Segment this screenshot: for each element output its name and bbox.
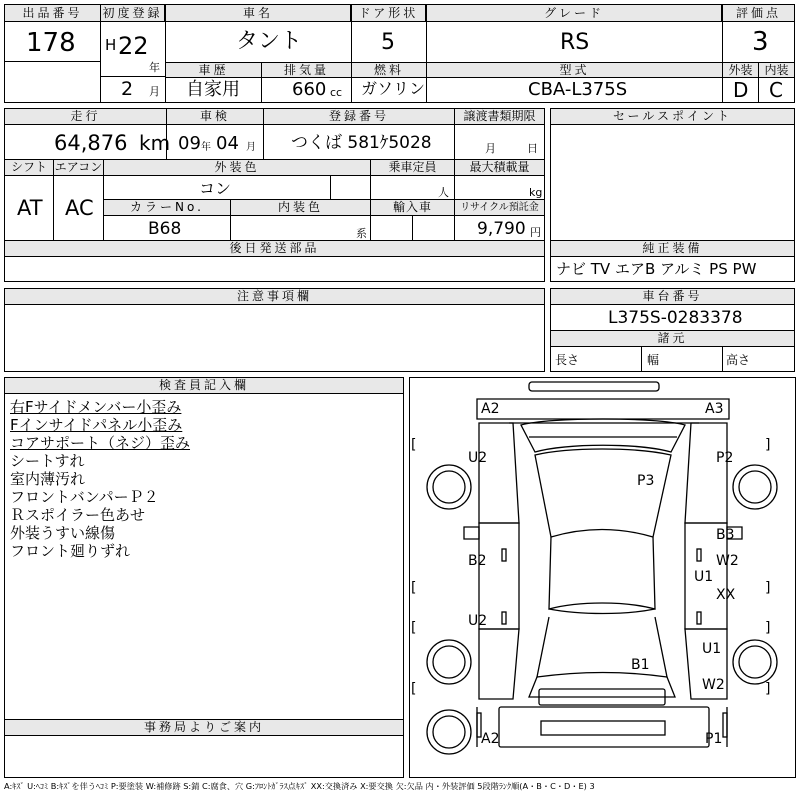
displacement: 660 bbox=[292, 79, 327, 100]
body-color: コン bbox=[199, 179, 232, 198]
interior-grade-header: 内装 bbox=[758, 62, 795, 78]
grade: RS bbox=[560, 30, 590, 55]
car-damage-diagram bbox=[409, 377, 796, 778]
car-name-header: 車名 bbox=[165, 4, 351, 22]
left-bracket-4: [ bbox=[411, 681, 417, 697]
color-number: B68 bbox=[148, 219, 182, 239]
notes-header: 注意事項欄 bbox=[4, 288, 545, 305]
mileage: 64,876 bbox=[54, 131, 128, 155]
transfer-day: 日 bbox=[527, 142, 538, 155]
displacement-header: 排気量 bbox=[261, 62, 352, 78]
fuel: ガソリン bbox=[361, 79, 426, 98]
door-count: 5 bbox=[381, 30, 395, 55]
era-mark: H bbox=[105, 36, 117, 54]
first-registration-header: 初度登録 bbox=[100, 4, 165, 22]
later-parts-header: 後日発送部品 bbox=[4, 240, 545, 257]
first-reg-year: 22 bbox=[118, 32, 149, 60]
damage-mark-roof: P3 bbox=[637, 473, 655, 489]
interior-color-unit: 系 bbox=[356, 227, 367, 240]
damage-mark-right-front-door: B3 bbox=[716, 527, 735, 543]
shift: AT bbox=[17, 196, 43, 220]
inspection-year-suffix: 年 bbox=[201, 142, 211, 153]
plate: つくば 581ｹ5028 bbox=[291, 133, 432, 153]
left-bracket-3: [ bbox=[411, 620, 417, 636]
inspector-note-5: 室内薄汚れ bbox=[10, 470, 86, 488]
car-name: タント bbox=[236, 29, 303, 54]
width-label: 幅 bbox=[647, 353, 660, 367]
month-suffix: 月 bbox=[149, 85, 160, 98]
history: 自家用 bbox=[186, 79, 240, 100]
equipment-header: 純正装備 bbox=[550, 240, 795, 257]
transfer-header: 譲渡書類期限 bbox=[454, 108, 545, 125]
office-header: 事務局よりご案内 bbox=[4, 719, 404, 736]
left-bracket-2: [ bbox=[411, 580, 417, 596]
damage-mark-rear-body: B1 bbox=[631, 657, 650, 673]
capacity-unit: 人 bbox=[438, 186, 449, 199]
damage-mark-right-rear-door: XX bbox=[716, 587, 736, 603]
inspection-month-suffix: 月 bbox=[246, 142, 256, 153]
transfer-month: 月 bbox=[485, 142, 496, 155]
right-bracket-2: ] bbox=[765, 580, 771, 596]
color-header: 外装色 bbox=[103, 159, 371, 176]
interior-color-header: 内装色 bbox=[230, 199, 371, 216]
inspector-note-9: フロント廻りずれ bbox=[10, 542, 131, 560]
recycle-fee: 9,790 bbox=[477, 219, 526, 239]
inspector-note-2: Fインサイドパネル小歪み bbox=[10, 416, 183, 434]
grade-header: グレード bbox=[426, 4, 722, 22]
inspector-header: 検査員記入欄 bbox=[4, 377, 404, 394]
damage-mark-rear-left: A2 bbox=[481, 731, 500, 747]
height-label: 高さ bbox=[726, 353, 751, 367]
damage-mark-front-right: A3 bbox=[705, 401, 724, 417]
yen-unit: 円 bbox=[530, 226, 541, 239]
inspection-year: 09 bbox=[178, 133, 201, 154]
legend: A:ｷｽﾞ U:ﾍｺﾐ B:ｷｽﾞを伴うﾍｺﾐ P:要塗装 W:補修跡 S:錆 C:腐食、穴 G:ﾌﾛﾝﾄｶﾞﾗｽ点ｷｽﾞ XX:交換済み X:要交換 欠:欠品 内・外装評価 5段階ﾗﾝｸ順(A・B・C・D・E) 3 bbox=[4, 781, 595, 791]
load-header: 最大積載量 bbox=[454, 159, 545, 176]
damage-mark-left-rear-door: U2 bbox=[468, 613, 488, 629]
damage-mark-right-pillar: U1 bbox=[694, 569, 714, 585]
inspector-note-6: フロントバンパーＰ２ bbox=[10, 488, 159, 506]
inspector-note-8: 外装うすい線傷 bbox=[10, 524, 116, 542]
damage-mark-right-rear-fender: U1 bbox=[702, 641, 722, 657]
cc-unit: cc bbox=[330, 86, 343, 99]
inspector-note-3: コアサポート（ネジ）歪み bbox=[10, 434, 191, 452]
damage-mark-left-front-fender: U2 bbox=[468, 450, 488, 466]
capacity-header: 乗車定員 bbox=[370, 159, 455, 176]
mileage-unit: km bbox=[139, 131, 171, 155]
dimensions-header: 諸元 bbox=[550, 330, 795, 347]
interior-grade: C bbox=[769, 78, 783, 102]
recycle-header: リサイクル預託金 bbox=[454, 199, 545, 216]
inspection-header: 車検 bbox=[166, 108, 264, 125]
inspector-note-7: Ｒスポイラー色あせ bbox=[10, 506, 146, 524]
damage-mark-rear-right: P1 bbox=[705, 731, 723, 747]
exterior-grade-header: 外装 bbox=[722, 62, 759, 78]
score-header: 評価点 bbox=[722, 4, 795, 22]
score: 3 bbox=[752, 27, 769, 57]
load-unit: kg bbox=[529, 186, 543, 199]
chassis-header: 車台番号 bbox=[550, 288, 795, 305]
lot-number-header: 出品番号 bbox=[4, 4, 101, 22]
inspection-month: 04 bbox=[216, 133, 239, 154]
sales-points-header: セールスポイント bbox=[550, 108, 795, 125]
color-no-header: カラーNo. bbox=[103, 199, 231, 216]
import-header: 輸入車 bbox=[370, 199, 455, 216]
mileage-header: 走行 bbox=[4, 108, 167, 125]
equipment: ナビ TV エアB アルミ PS PW bbox=[556, 260, 757, 278]
right-bracket-3: ] bbox=[765, 620, 771, 636]
model: CBA-L375S bbox=[528, 79, 628, 100]
length-label: 長さ bbox=[555, 353, 580, 367]
year-suffix: 年 bbox=[149, 61, 160, 74]
damage-mark-right-front-fender: P2 bbox=[716, 450, 734, 466]
lot-number: 178 bbox=[26, 28, 76, 58]
shift-header: シフト bbox=[4, 159, 54, 176]
chassis-number: L375S-0283378 bbox=[608, 308, 743, 328]
right-bracket-4: ] bbox=[765, 681, 771, 697]
right-bracket-1: ] bbox=[765, 437, 771, 453]
damage-mark-front-left: A2 bbox=[481, 401, 500, 417]
ac-header: エアコン bbox=[54, 160, 103, 174]
inspector-note-1: 右Fサイドメンバー小歪み bbox=[10, 398, 182, 416]
model-header: 型式 bbox=[426, 62, 723, 78]
plate-header: 登録番号 bbox=[263, 108, 455, 125]
door-shape-header: ドア形状 bbox=[351, 4, 426, 22]
damage-mark-right-door-repair: W2 bbox=[716, 553, 739, 569]
fuel-header: 燃料 bbox=[351, 62, 427, 78]
air-conditioner: AC bbox=[65, 196, 94, 220]
inspector-note-4: シートすれ bbox=[10, 452, 85, 470]
history-header: 車歴 bbox=[165, 62, 262, 78]
damage-mark-left-front-door: B2 bbox=[468, 553, 487, 569]
exterior-grade: D bbox=[733, 78, 749, 102]
left-bracket-1: [ bbox=[411, 437, 417, 453]
damage-mark-right-rear-repair: W2 bbox=[702, 677, 725, 693]
first-reg-month: 2 bbox=[121, 78, 134, 100]
